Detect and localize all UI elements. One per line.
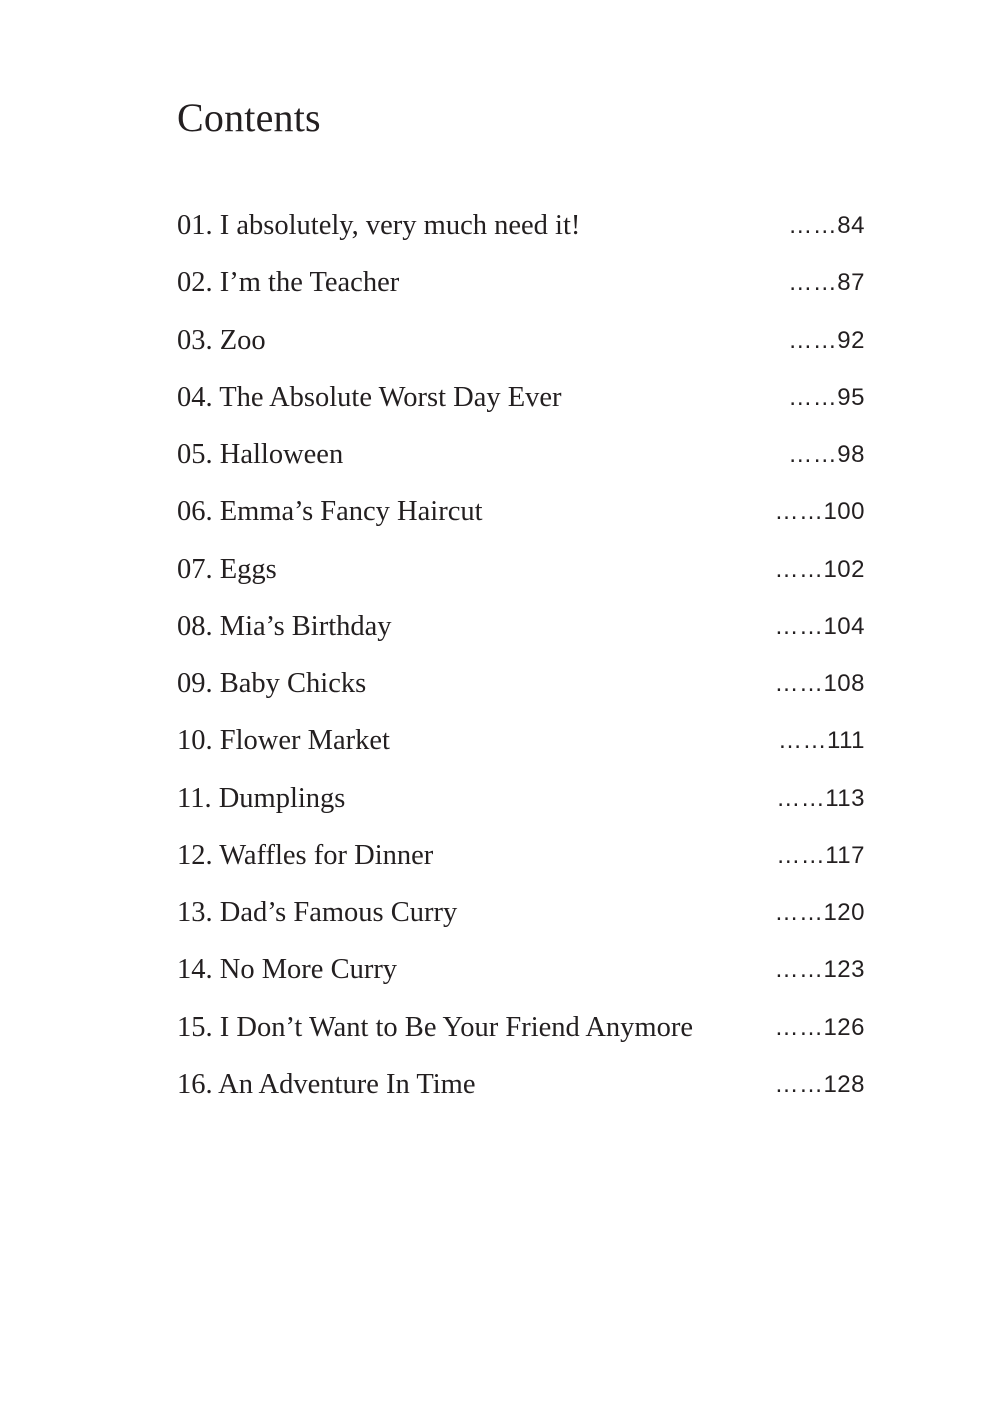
toc-entry-title: 04. The Absolute Worst Day Ever [177,381,562,413]
toc-entry-page: ……128 [774,1070,865,1098]
toc-entry-title: 14. No More Curry [177,954,398,986]
toc-entry-page: ……126 [774,1013,865,1041]
toc-entry-title: 11. Dumplings [177,782,346,814]
toc-entry [177,376,865,433]
toc-entry-title: 07. Eggs [177,553,277,585]
toc-entry-page: ……117 [776,841,865,869]
toc-entry-page: ……111 [778,727,865,755]
toc-entry-title: 01. I absolutely, very much need it! [177,210,581,241]
toc-entry-title: 08. Mia’s Birthday [177,610,392,642]
toc-entry-page: ……100 [774,498,865,526]
toc-entry [177,548,865,605]
toc-entry-title: 03. Zoo [177,324,266,356]
toc-entry [177,261,865,318]
toc-entry-page: ……104 [774,612,865,640]
toc-entry-title: 15. I Don’t Want to Be Your Friend Anymore [177,1011,693,1043]
page-title: Contents [177,95,321,140]
toc-entry [177,490,865,547]
toc-entry [177,719,865,776]
toc-entry [177,433,865,490]
toc-entry-title: 16. An Adventure In Time [177,1068,476,1100]
toc-entry [177,777,865,834]
toc-entry [177,834,865,891]
toc-entry-page: ……102 [774,555,865,583]
toc-entry [177,204,865,261]
toc-entry-title: 12. Waffles for Dinner [177,839,434,871]
toc-entry [177,891,865,948]
toc-entry [177,948,865,1005]
toc-entry [177,662,865,719]
toc-entry-title: 13. Dad’s Famous Curry [177,897,458,928]
table-of-contents [177,204,865,1120]
toc-entry-title: 10. Flower Market [177,725,390,757]
toc-entry-title: 09. Baby Chicks [177,668,367,699]
toc-entry [177,319,865,376]
toc-entry-title: 02. I’m the Teacher [177,267,400,299]
toc-entry-page: ……108 [774,670,865,697]
toc-entry [177,1063,865,1120]
toc-entry-page: ……92 [788,326,865,354]
toc-entry-page: ……98 [788,441,865,468]
toc-entry-page: ……113 [776,784,865,812]
toc-entry-page: ……123 [774,956,865,984]
toc-entry [177,1006,865,1063]
toc-entry-page: ……120 [774,899,865,926]
toc-entry [177,605,865,662]
toc-entry-page: ……87 [788,269,865,297]
toc-entry-page: ……95 [788,383,865,411]
toc-entry-page: ……84 [788,212,865,239]
toc-entry-title: 06. Emma’s Fancy Haircut [177,496,483,528]
toc-entry-title: 05. Halloween [177,439,344,470]
